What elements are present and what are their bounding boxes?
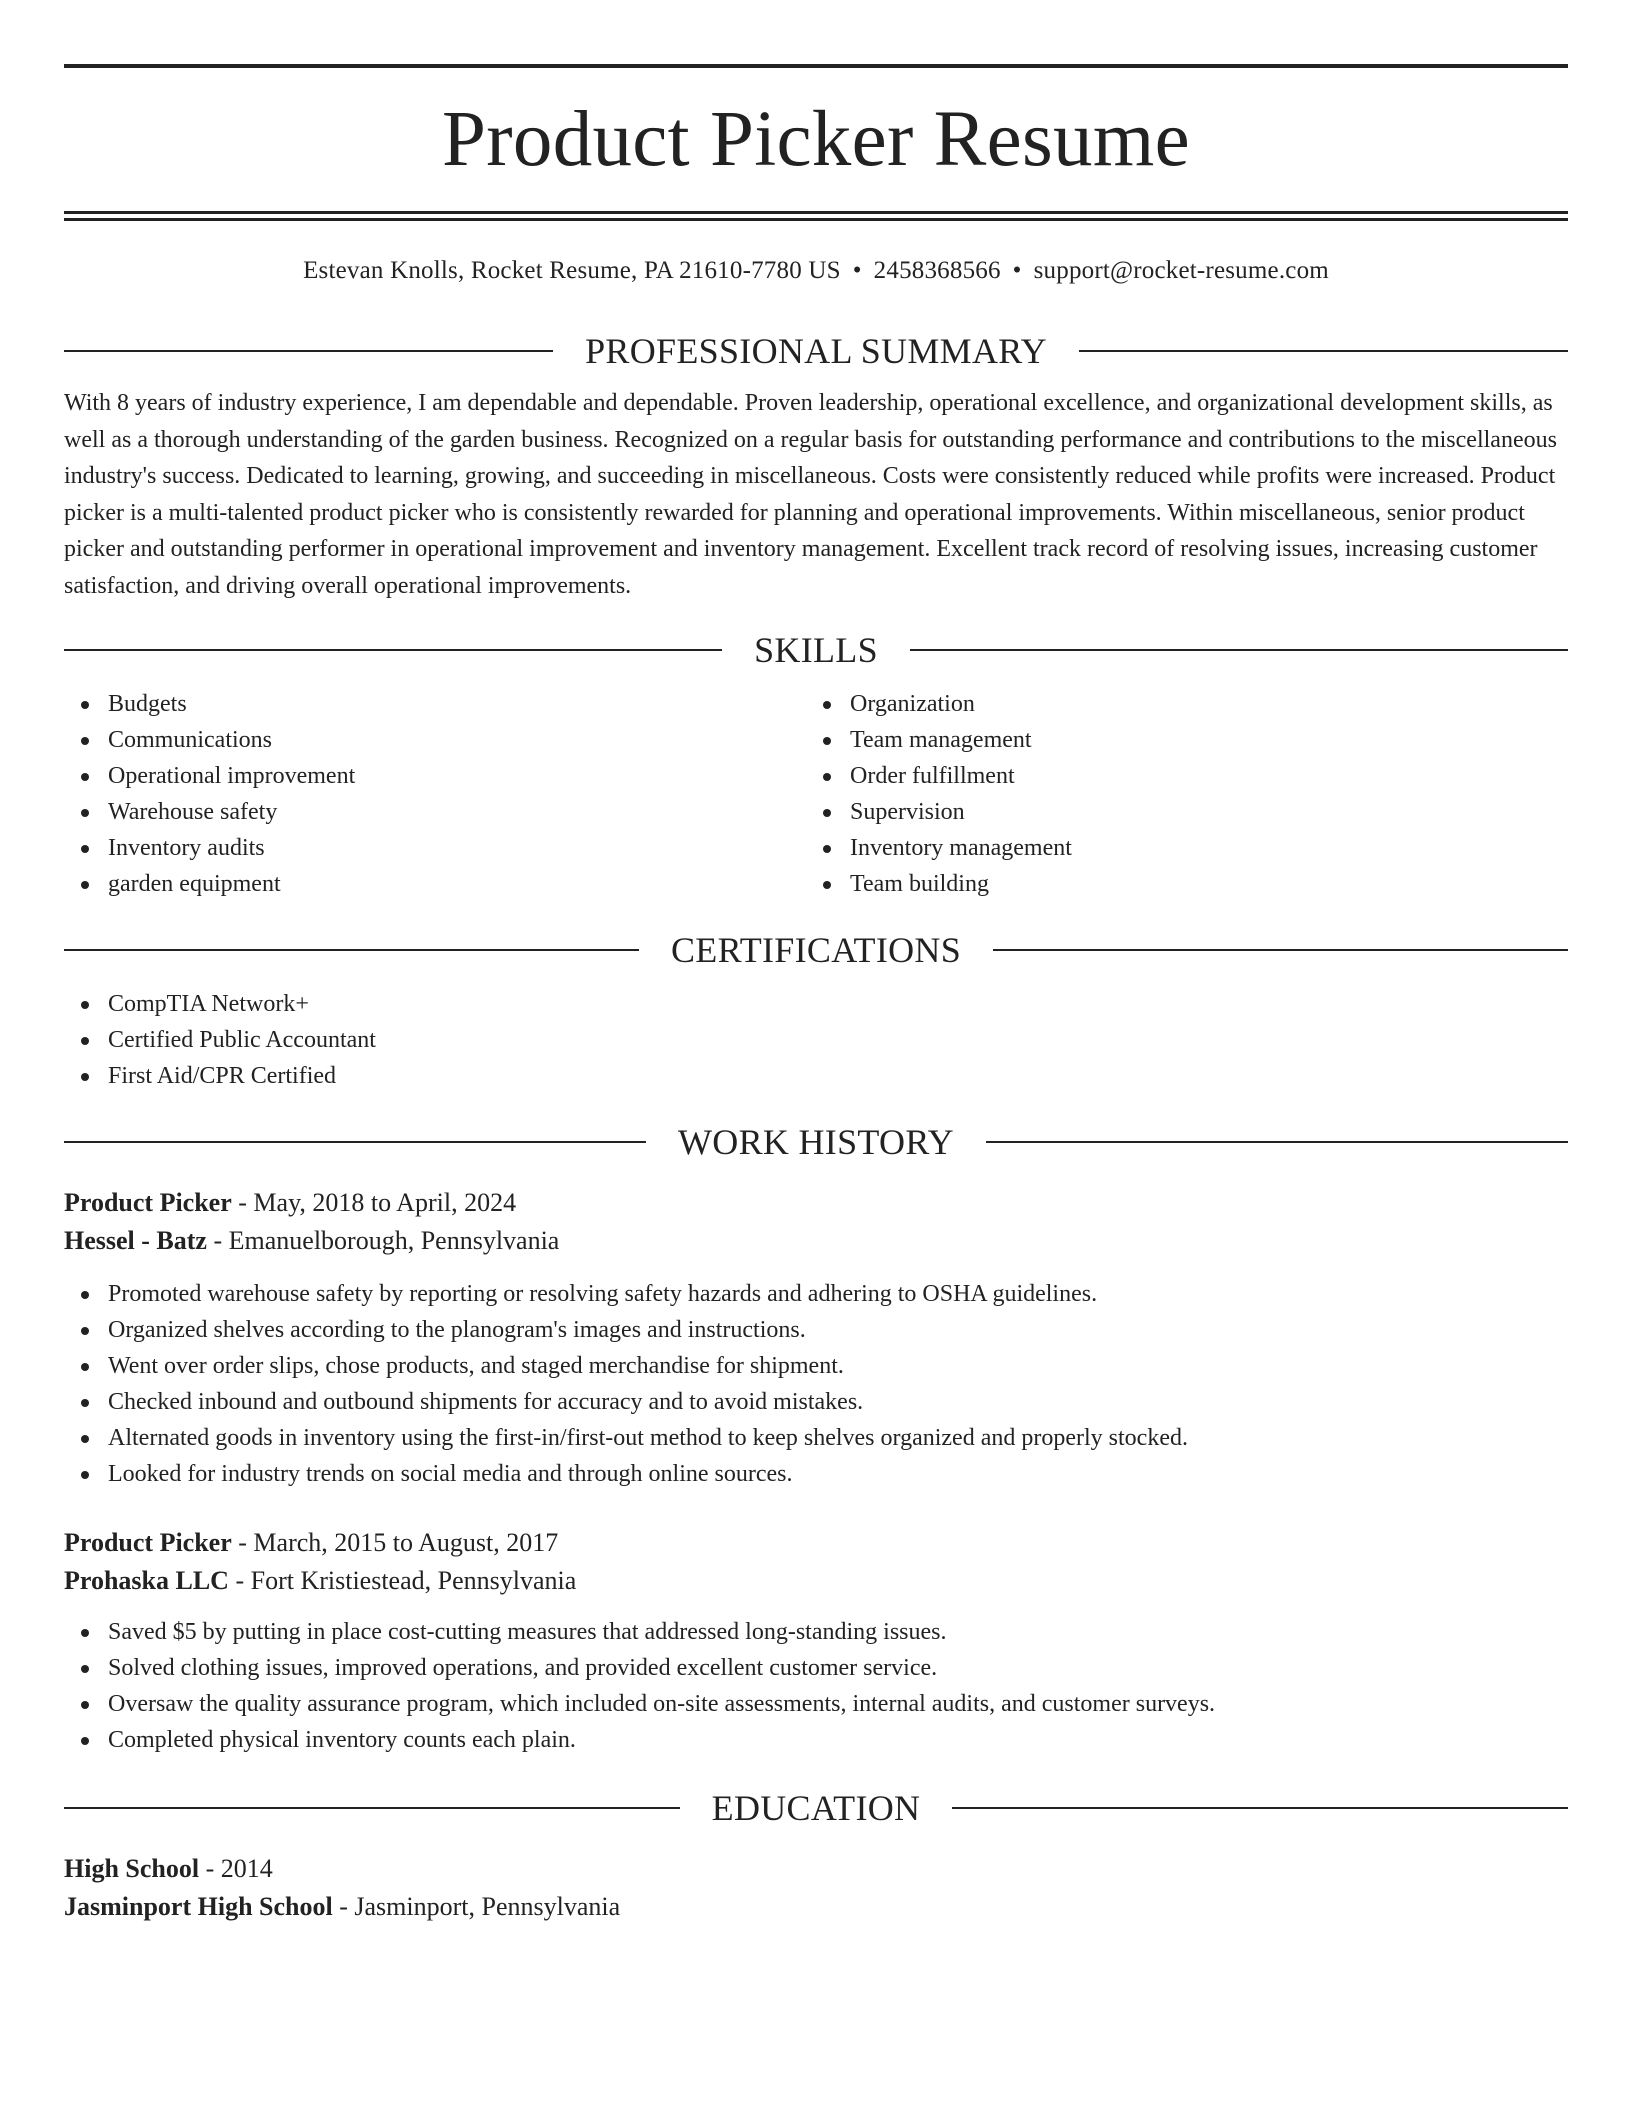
job-bullet: Checked inbound and outbound shipments for accuracy and to avoid mistakes.: [64, 1384, 1568, 1420]
education-school-line: [64, 1888, 1568, 1926]
skill-item: Organization: [806, 686, 1548, 722]
skill-item: garden equipment: [64, 866, 806, 902]
heading-rule: [64, 350, 553, 352]
job-company-line: [64, 1222, 1568, 1260]
contact-line: [64, 255, 1568, 287]
job-company: Hessel - Batz: [64, 1226, 207, 1255]
resume-title: Product Picker Resume: [442, 96, 1190, 183]
job-company: Prohaska LLC: [64, 1566, 229, 1595]
certifications-heading: CERTIFICATIONS: [670, 930, 962, 970]
job-bullet: Completed physical inventory counts each plain.: [64, 1722, 1568, 1758]
skill-item: Inventory audits: [64, 830, 806, 866]
certifications-list: [64, 986, 1568, 1094]
contact-address: Estevan Knolls, Rocket Resume, PA 21610-7780 US: [303, 257, 841, 284]
skill-item: Warehouse safety: [64, 794, 806, 830]
summary-text: With 8 years of industry experience, I am dependable and dependable. Proven leadership, operational excellence, and organizational development skills, as well as a thorough understanding of the garden business. Recognized on a regular basis for outstanding performance and contributions to the miscellaneous industry's success. Dedicated to learning, growing, and succeeding in miscellaneous. Costs were consistently reduced while profits were increased. Product picker is a multi-talented product picker who is consistently rewarded for planning and operational improvements. Within miscellaneous, senior product picker and outstanding performer in operational improvement and inventory management. Excellent track record of resolving issues, increasing customer satisfaction, and driving overall operational improvements.: [64, 390, 1557, 599]
job-title-line: [64, 1524, 1568, 1562]
skill-item: Order fulfillment: [806, 758, 1548, 794]
heading-rule: [64, 1807, 680, 1809]
skills-heading: SKILLS: [754, 630, 878, 670]
certification-item: CompTIA Network+: [64, 986, 1568, 1022]
job-bullet: Promoted warehouse safety by reporting or resolving safety hazards and adhering to OSHA guidelines.: [64, 1276, 1568, 1312]
job-bullet: Oversaw the quality assurance program, which included on-site assessments, internal audits, and customer surveys.: [64, 1686, 1568, 1722]
heading-rule: [993, 949, 1568, 951]
job-bullet: Organized shelves according to the planogram's images and instructions.: [64, 1312, 1568, 1348]
job-company-line: [64, 1562, 1568, 1600]
heading-rule: [64, 649, 722, 651]
skill-item: Team management: [806, 722, 1548, 758]
education-heading: EDUCATION: [711, 1788, 921, 1828]
skills-section-heading: [64, 630, 1568, 670]
title-bottom-rule: [64, 211, 1568, 221]
job-dates: - March, 2015 to August, 2017: [231, 1528, 559, 1557]
education-entry: [64, 1850, 1568, 1926]
job-bullet: Saved $5 by putting in place cost-cutting measures that addressed long-standing issues.: [64, 1614, 1568, 1650]
job-bullets: [64, 1276, 1568, 1492]
job-bullet: Alternated goods in inventory using the first-in/first-out method to keep shelves organized and properly stocked.: [64, 1420, 1568, 1456]
heading-rule: [952, 1807, 1568, 1809]
certification-item: First Aid/CPR Certified: [64, 1058, 1568, 1094]
skills-grid: [64, 686, 1568, 902]
resume-page: [64, 64, 1568, 1926]
contact-separator: •: [852, 257, 862, 284]
heading-rule: [986, 1141, 1568, 1143]
work-section-heading: [64, 1122, 1568, 1162]
heading-rule: [1079, 350, 1568, 352]
certification-item: Certified Public Accountant: [64, 1022, 1568, 1058]
job-location: - Fort Kristiestead, Pennsylvania: [228, 1566, 577, 1595]
job-bullet: Solved clothing issues, improved operations, and provided excellent customer service.: [64, 1650, 1568, 1686]
heading-rule: [64, 949, 639, 951]
contact-phone: 2458368566: [873, 257, 1001, 284]
education-location: - Jasminport, Pennsylvania: [332, 1892, 621, 1921]
job-entry: [64, 1184, 1568, 1492]
heading-rule: [64, 1141, 646, 1143]
job-title: Product Picker: [64, 1528, 232, 1557]
education-section-heading: [64, 1788, 1568, 1828]
education-degree: High School: [64, 1854, 200, 1883]
contact-separator: •: [1012, 257, 1022, 284]
job-title-line: [64, 1184, 1568, 1222]
education-year: - 2014: [199, 1854, 273, 1883]
job-bullet: Looked for industry trends on social media and through online sources.: [64, 1456, 1568, 1492]
work-heading: WORK HISTORY: [678, 1122, 954, 1162]
skills-left-list: [64, 686, 806, 902]
skill-item: Team building: [806, 866, 1548, 902]
education-school: Jasminport High School: [64, 1892, 333, 1921]
summary-heading: PROFESSIONAL SUMMARY: [585, 331, 1047, 371]
contact-email: support@rocket-resume.com: [1033, 257, 1329, 284]
education-degree-line: [64, 1850, 1568, 1888]
job-bullets: [64, 1614, 1568, 1758]
skills-right-list: [806, 686, 1548, 902]
job-location: - Emanuelborough, Pennsylvania: [206, 1226, 560, 1255]
certifications-section-heading: [64, 930, 1568, 970]
skill-item: Budgets: [64, 686, 806, 722]
job-dates: - May, 2018 to April, 2024: [231, 1188, 517, 1217]
heading-rule: [910, 649, 1568, 651]
job-entry: [64, 1524, 1568, 1758]
skill-item: Inventory management: [806, 830, 1548, 866]
skill-item: Operational improvement: [64, 758, 806, 794]
skill-item: Communications: [64, 722, 806, 758]
summary-section-heading: [64, 331, 1568, 371]
job-title: Product Picker: [64, 1188, 232, 1217]
job-bullet: Went over order slips, chose products, and staged merchandise for shipment.: [64, 1348, 1568, 1384]
skill-item: Supervision: [806, 794, 1548, 830]
